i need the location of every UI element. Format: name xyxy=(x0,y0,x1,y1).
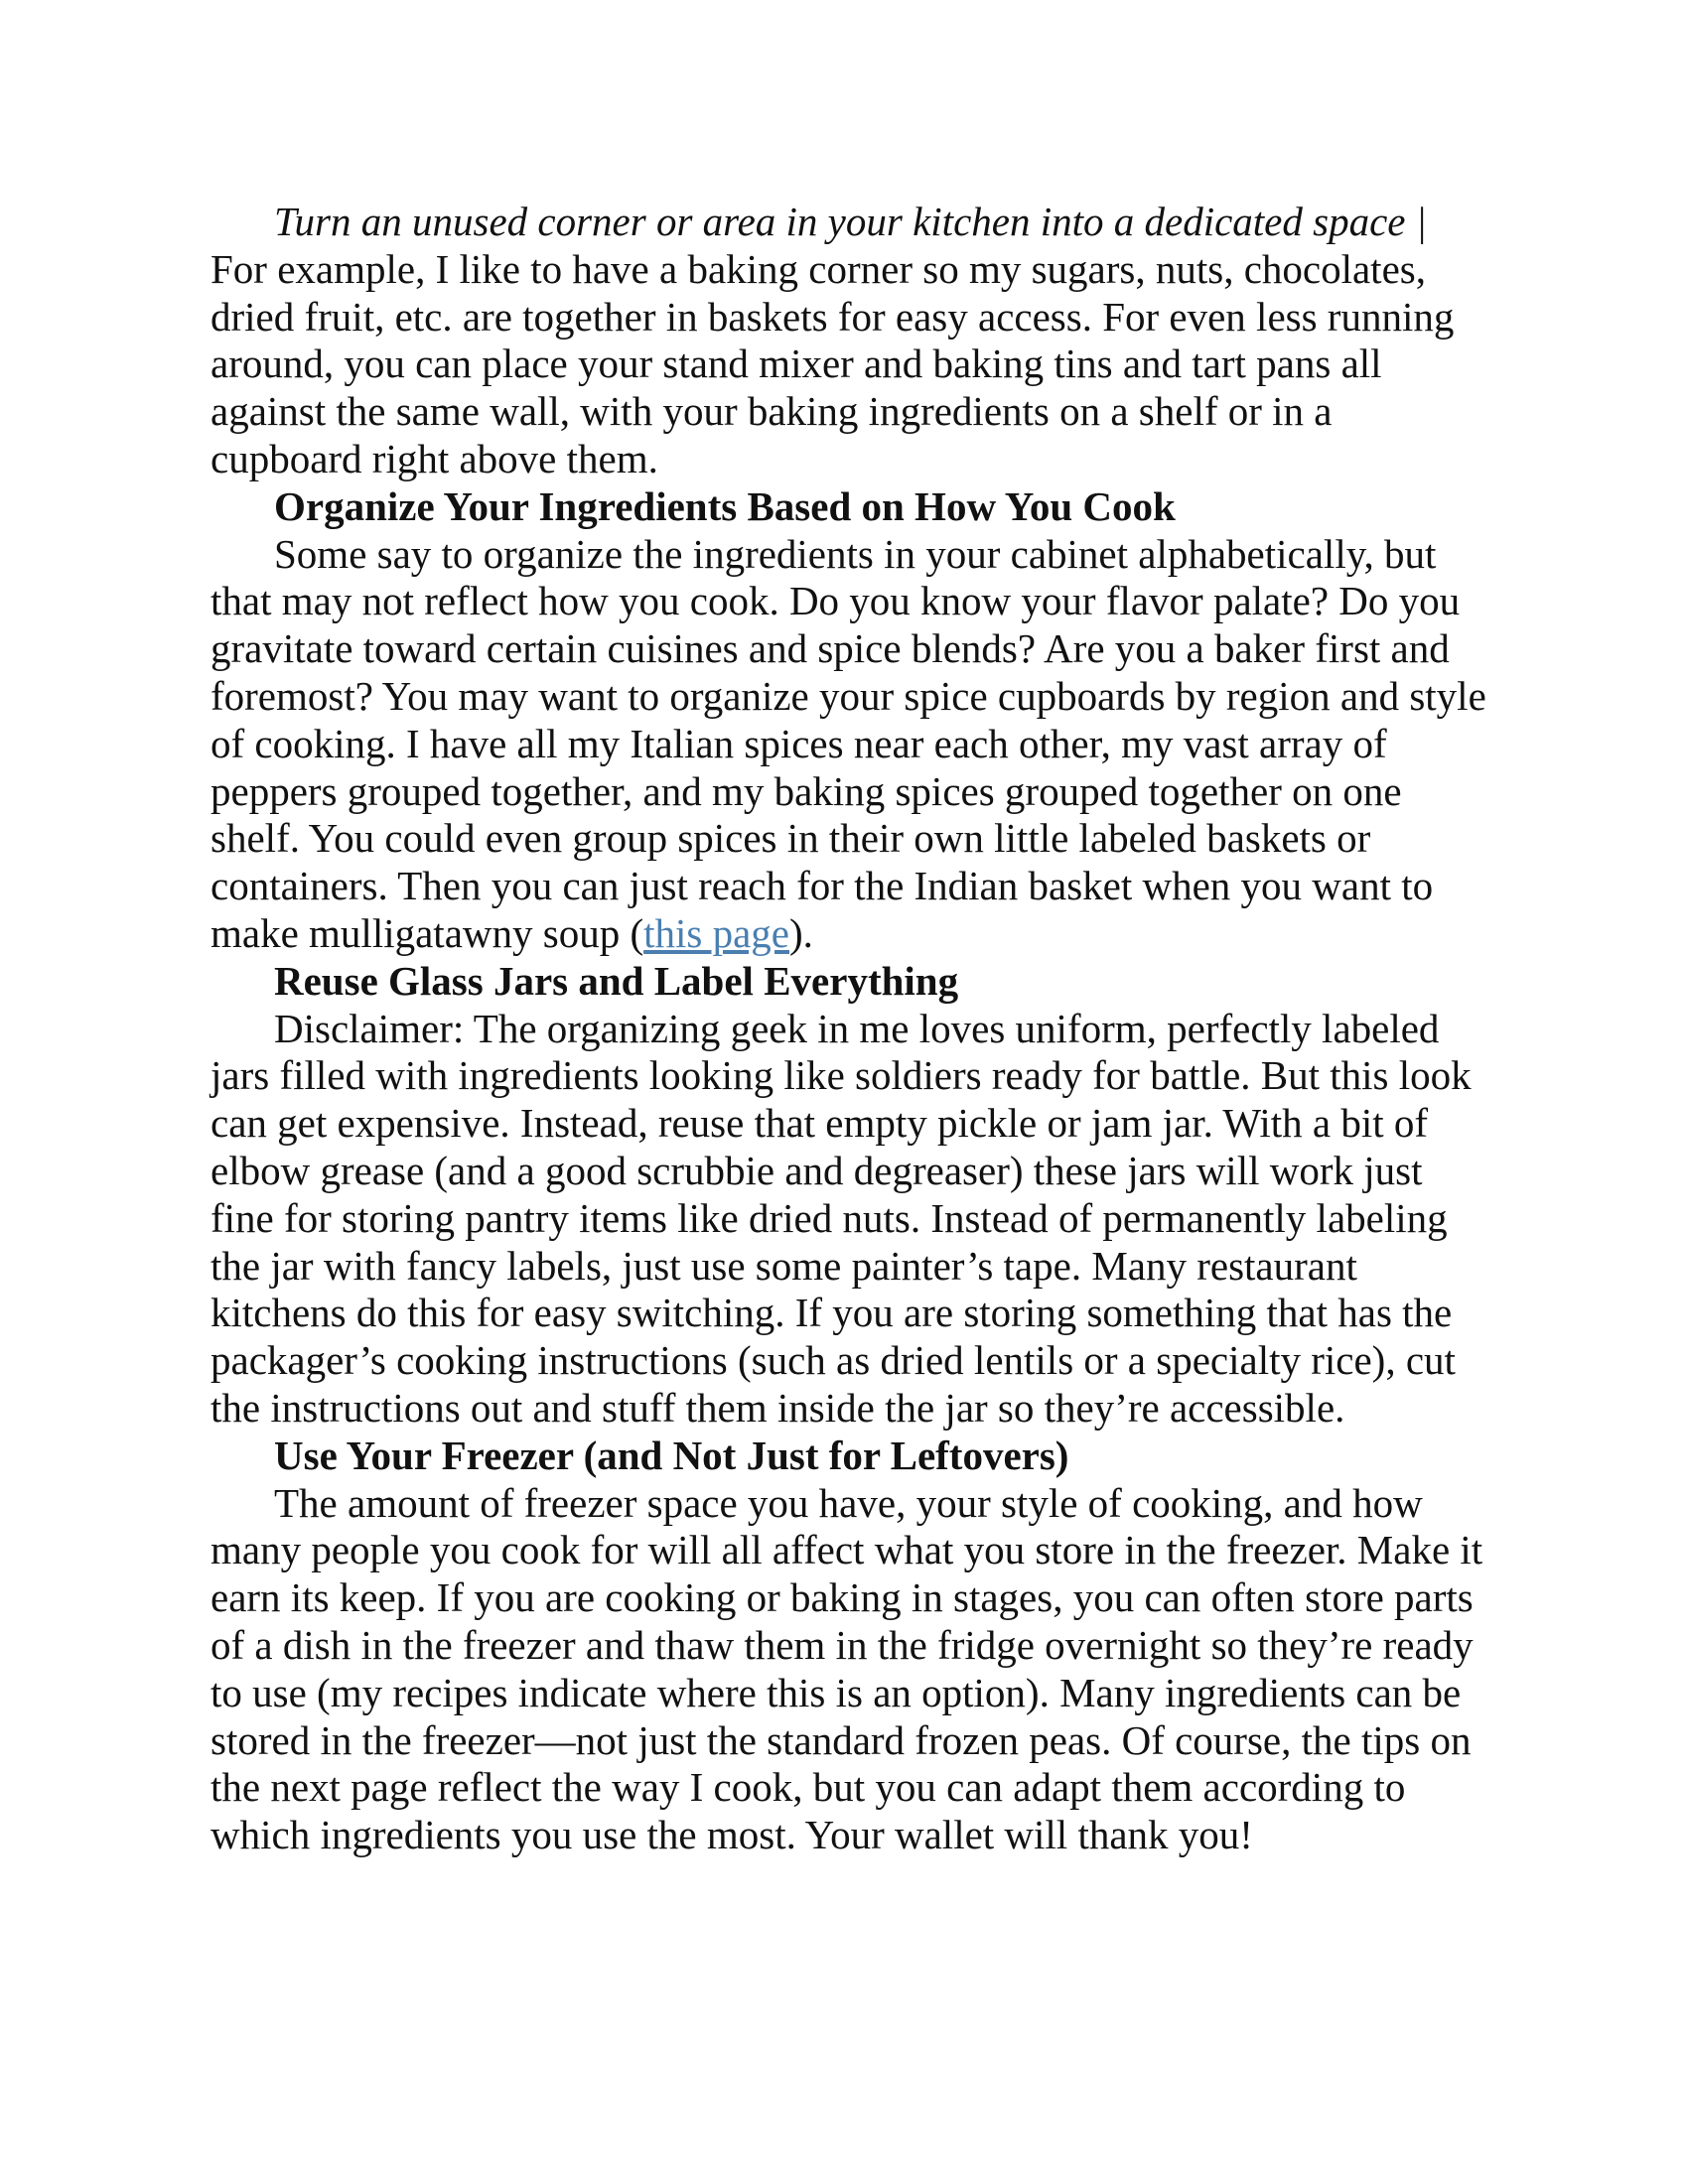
section-reuse-glass-jars-paragraph: Disclaimer: The organizing geek in me loves uniform, perfectly labeled jars filled with ingredients looking like soldiers ready for battle. But this look can get expensive. Instead, reuse that empty pickle or jam jar. With a bit of elbow grease (and a good scrubbie and degreaser) these jars will work just fine for storing pantry items like dried nuts. Instead of permanently labeling the jar with fancy labels, just use some painter’s tape. Many restaurant kitchens do this for easy switching. If you are storing something that has the packager’s cooking instructions (such as dried lentils or a specialty rice), cut the instructions out and stuff them inside the jar so they’re accessible. xyxy=(211,1005,1472,1431)
paragraph-text: For example, I like to have a baking corner so my sugars, nuts, chocolates, dried fruit, etc. are together in baskets for easy access. For even less running around, you can place your stand mixer and baking tins and tart pans all against the same wall, with your baking ingredients on a shelf or in a cupboard right above them. xyxy=(211,245,1455,481)
this-page-link[interactable]: this page xyxy=(643,909,789,956)
heading-use-your-freezer: Use Your Freezer (and Not Just for Leftovers) xyxy=(274,1432,1069,1478)
section-organize-ingredients-paragraph xyxy=(211,531,1491,958)
section-dedicated-space-paragraph xyxy=(211,199,1491,483)
section-use-your-freezer-paragraph: The amount of freezer space you have, your style of cooking, and how many people you cook for will all affect what you store in the freezer. Make it earn its keep. If you are cooking or baking in stages, you can often store parts of a dish in the freezer and thaw them in the fridge overnight so they’re ready to use (my recipes indicate where this is an option). Many ingredients can be stored in the freezer—not just the standard frozen peas. Of course, the tips on the next page reflect the way I cook, but you can adapt them according to which ingredients you use the most. Your wallet will thank you! xyxy=(211,1479,1483,1858)
paragraph-text-tail: ). xyxy=(789,909,813,956)
heading-reuse-glass-jars: Reuse Glass Jars and Label Everything xyxy=(274,957,959,1004)
document-page xyxy=(211,199,1491,1859)
heading-organize-ingredients: Organize Your Ingredients Based on How You Cook xyxy=(274,482,1176,529)
lead-in-italic: Turn an unused corner or area in your kitchen into a dedicated space | xyxy=(274,199,1427,244)
paragraph-text: Some say to organize the ingredients in your cabinet alphabetically, but that may not reflect how you cook. Do you know your flavor palate? Do you gravitate toward certain cuisines and spice blends? Are you a baker first and foremost? You may want to organize your spice cupboards by region and style of cooking. I have all my Italian spices near each other, my vast array of peppers grouped together, and my baking spices grouped together on one shelf. You could even group spices in their own little labeled baskets or containers. Then you can just reach for the Indian basket when you want to make mulligatawny soup ( xyxy=(211,530,1486,956)
